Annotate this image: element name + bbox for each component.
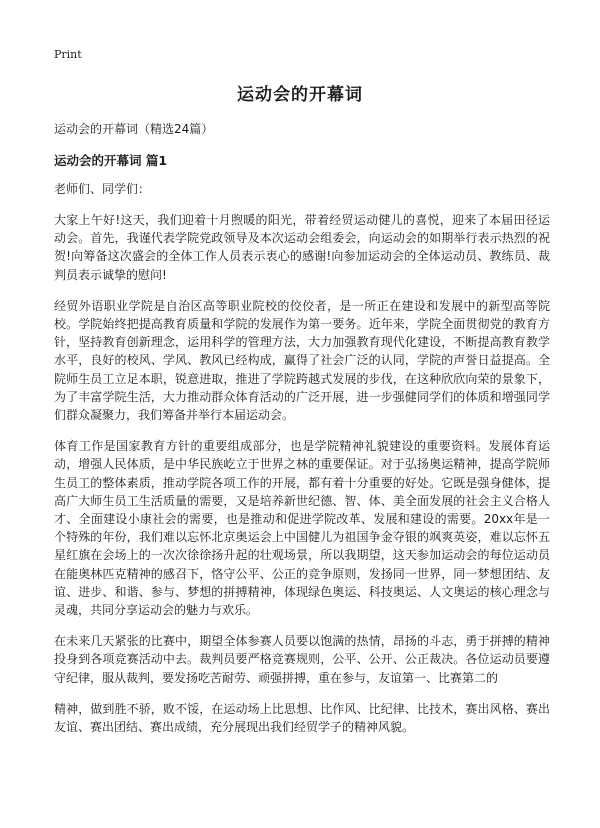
- paragraph-3: 体育工作是国家教育方针的重要组成部分，也是学院精神礼貌建设的重要资料。发展体育运动，增强人民体质，是中华民族屹立于世界之林的重要保证。对于弘扬奥运精神，提高学院师生员工的整体素质，推动学院各项工作的开展，都有着十分重要的好处。它既是强身健体，提高广大师生员工生活质量的需要，又是培养新世纪德、智、体、美全面发展的社会主义合格人才、全面建设小康社会的需要，也是推动和促进学院改革、发展和建设的需要。20xx年是一个特殊的年份，我们难以忘怀北京奥运会上中国健儿为祖国争金夺银的飒爽英姿，难以忘怀五星红旗在会场上的一次次徐徐扬升起的壮观场景，所以我期望，这天参加运动会的每位运动员在能奥林匹克精神的感召下，恪守公平、公正的竞争原则，发扬同一世界，同一梦想团结、友谊、进步、和谐、参与、梦想的拼搏精神，体现绿色奥运、科技奥运、人文奥运的核心理念与灵魂，共同分享运动会的魅力与欢乐。: [54, 439, 550, 618]
- greeting: 老师们、同学们：: [54, 182, 151, 196]
- paragraph-5: 精神，做到胜不骄，败不馁，在运动场上比思想、比作风、比纪律、比技术，赛出风格、赛出友谊、赛出团结、赛出成绩，充分展现出我们经贸学子的精神风貌。: [54, 701, 550, 735]
- page-title: 运动会的开幕词: [237, 85, 363, 105]
- paragraph-4: 在未来几天紧张的比赛中，期望全体参赛人员要以饱满的热情，昂扬的斗志，勇于拼搏的精神投身到各项竞赛活动中去。裁判员要严格竞赛规则，公平、公开、公正裁决。各位运动员要遵守纪律，服从裁判，要发扬吃苦耐劳、顽强拼搏，重在参与，友谊第一、比赛第二的: [54, 634, 550, 685]
- document-subtitle: 运动会的开幕词（精选24篇）: [54, 122, 214, 136]
- paragraph-2: 经贸外语职业学院是自治区高等职业院校的佼佼者，是一所正在建设和发展中的新型高等院校。学院始终把提高教育质量和学院的发展作为第一要务。近年来，学院全面贯彻党的教育方针，坚持教育创新理念，运用科学的管理方法，大力加强教育现代化建设，不断提高教育教学水平，良好的校风、学风、教风已经构成，赢得了社会广泛的认同，学院的声誉日益提高。全院师生员工立足本职，锐意进取，推进了学院跨越式发展的步伐，在这种欣欣向荣的景象下，为了丰富学院生活，大力推动群众体育活动的广泛开展，进一步强健同学们的体质和增强同学们群众凝聚力，我们筹备并举行本届运动会。: [54, 298, 550, 423]
- document-body: [54, 120, 550, 736]
- section-heading: 运动会的开幕词 篇1: [54, 153, 168, 168]
- paragraph-1: 大家上午好!这天，我们迎着十月煦暖的阳光，带着经贸运动健儿的喜悦，迎来了本届田径运动会。首先，我谨代表学院党政领导及本次运动会组委会，向运动会的如期举行表示热烈的祝贺!向筹备这次盛会的全体工作人员表示衷心的感谢!向参加运动会的全体运动员、教练员、裁判员表示诚挚的慰问!: [54, 213, 550, 282]
- print-link[interactable]: Print: [54, 48, 82, 61]
